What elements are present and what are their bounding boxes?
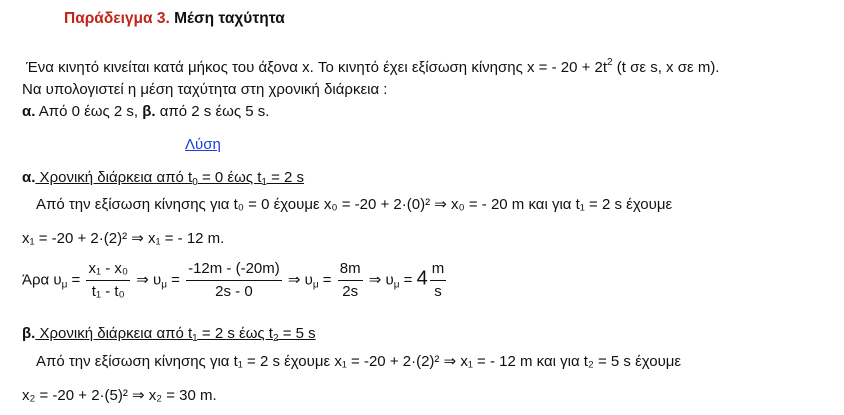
example-topic: Μέση ταχύτητα <box>169 10 285 27</box>
part-b-line-1: Από την εξίσωση κίνησης για t₁ = 2 s έχουμε x₁ = -20 + 2·(2)² ⇒ x₁ = - 12 m και για t₂ = 5 s έχουμε <box>36 353 682 370</box>
problem-line-2: Να υπολογιστεί η μέση ταχύτητα στη χρονική διάρκεια : <box>22 81 388 98</box>
part-a-line-1: Από την εξίσωση κίνησης για t₀ = 0 έχουμε x₀ = -20 + 2·(0)² ⇒ x₀ = - 20 m και για t₁ = 2 s έχουμε <box>36 196 673 213</box>
example-title <box>64 10 285 28</box>
result-value: 4 <box>416 267 428 290</box>
part-a-average-velocity: Άρα $\upsilon_\mu$ = $\frac{\text{x₁ - x₀}}{\text{t₁ - t₀}}$ ⇒ $\upsilon_\mu$ = $\frac{-12m - (-20m)}{2s - 0}$ ⇒ $\upsilon_\mu$ = $\frac{8m}{2s}$ ⇒ $\upsilon_\mu = 4$ $\frac{m}{s}$ <box>22 260 445 300</box>
part-a-heading <box>22 169 304 187</box>
problem-text-1b: (t σε s, x σε m). <box>612 59 720 76</box>
part-a-label: α. <box>22 169 36 186</box>
problem-exponent: 2 <box>607 57 613 68</box>
fraction-definition: $\frac{\text{x₁ - x₀}}{\text{t₁ - t₀}}$ <box>88 260 129 300</box>
part-b-heading <box>22 325 316 343</box>
part-a-heading-text: Χρονική διάρκεια από $t_0 = 0$ έως $t_1 = 2$ s <box>35 169 305 188</box>
part-b-heading-text: Χρονική διάρκεια από $t_1 = 2$ s έως $t_2 = 5$ s <box>35 325 316 344</box>
example-label: Παράδειγμα 3. <box>64 10 170 27</box>
result-unit: $\frac{m}{s}$ <box>431 260 445 300</box>
fraction-simplified: $\frac{8m}{2s}$ <box>339 260 361 300</box>
solution-link[interactable]: Λύση <box>185 136 221 153</box>
fraction-substitution: $\frac{-12m - (-20m)}{2s - 0}$ <box>188 260 280 300</box>
problem-line-1 <box>26 59 719 77</box>
part-a-question: Από 0 έως 2 s, <box>35 103 143 120</box>
part-b-line-2: x₂ = -20 + 2·(5)² ⇒ x₂ = 30 m. <box>22 387 217 404</box>
part-b-marker: β. <box>142 103 156 120</box>
part-b-label: β. <box>22 325 36 342</box>
part-a-line-2: x₁ = -20 + 2·(2)² ⇒ x₁ = - 12 m. <box>22 230 225 247</box>
part-a-marker: α. <box>22 103 36 120</box>
ara-text: Άρα υ <box>22 271 62 289</box>
part-b-question: από 2 s έως 5 s. <box>155 103 270 120</box>
problem-line-3 <box>22 103 269 121</box>
problem-text-1a: Ένα κινητό κινείται κατά μήκος του άξονα x. Το κινητό έχει εξίσωση κίνησης x = - 20 + 2t <box>26 59 608 76</box>
